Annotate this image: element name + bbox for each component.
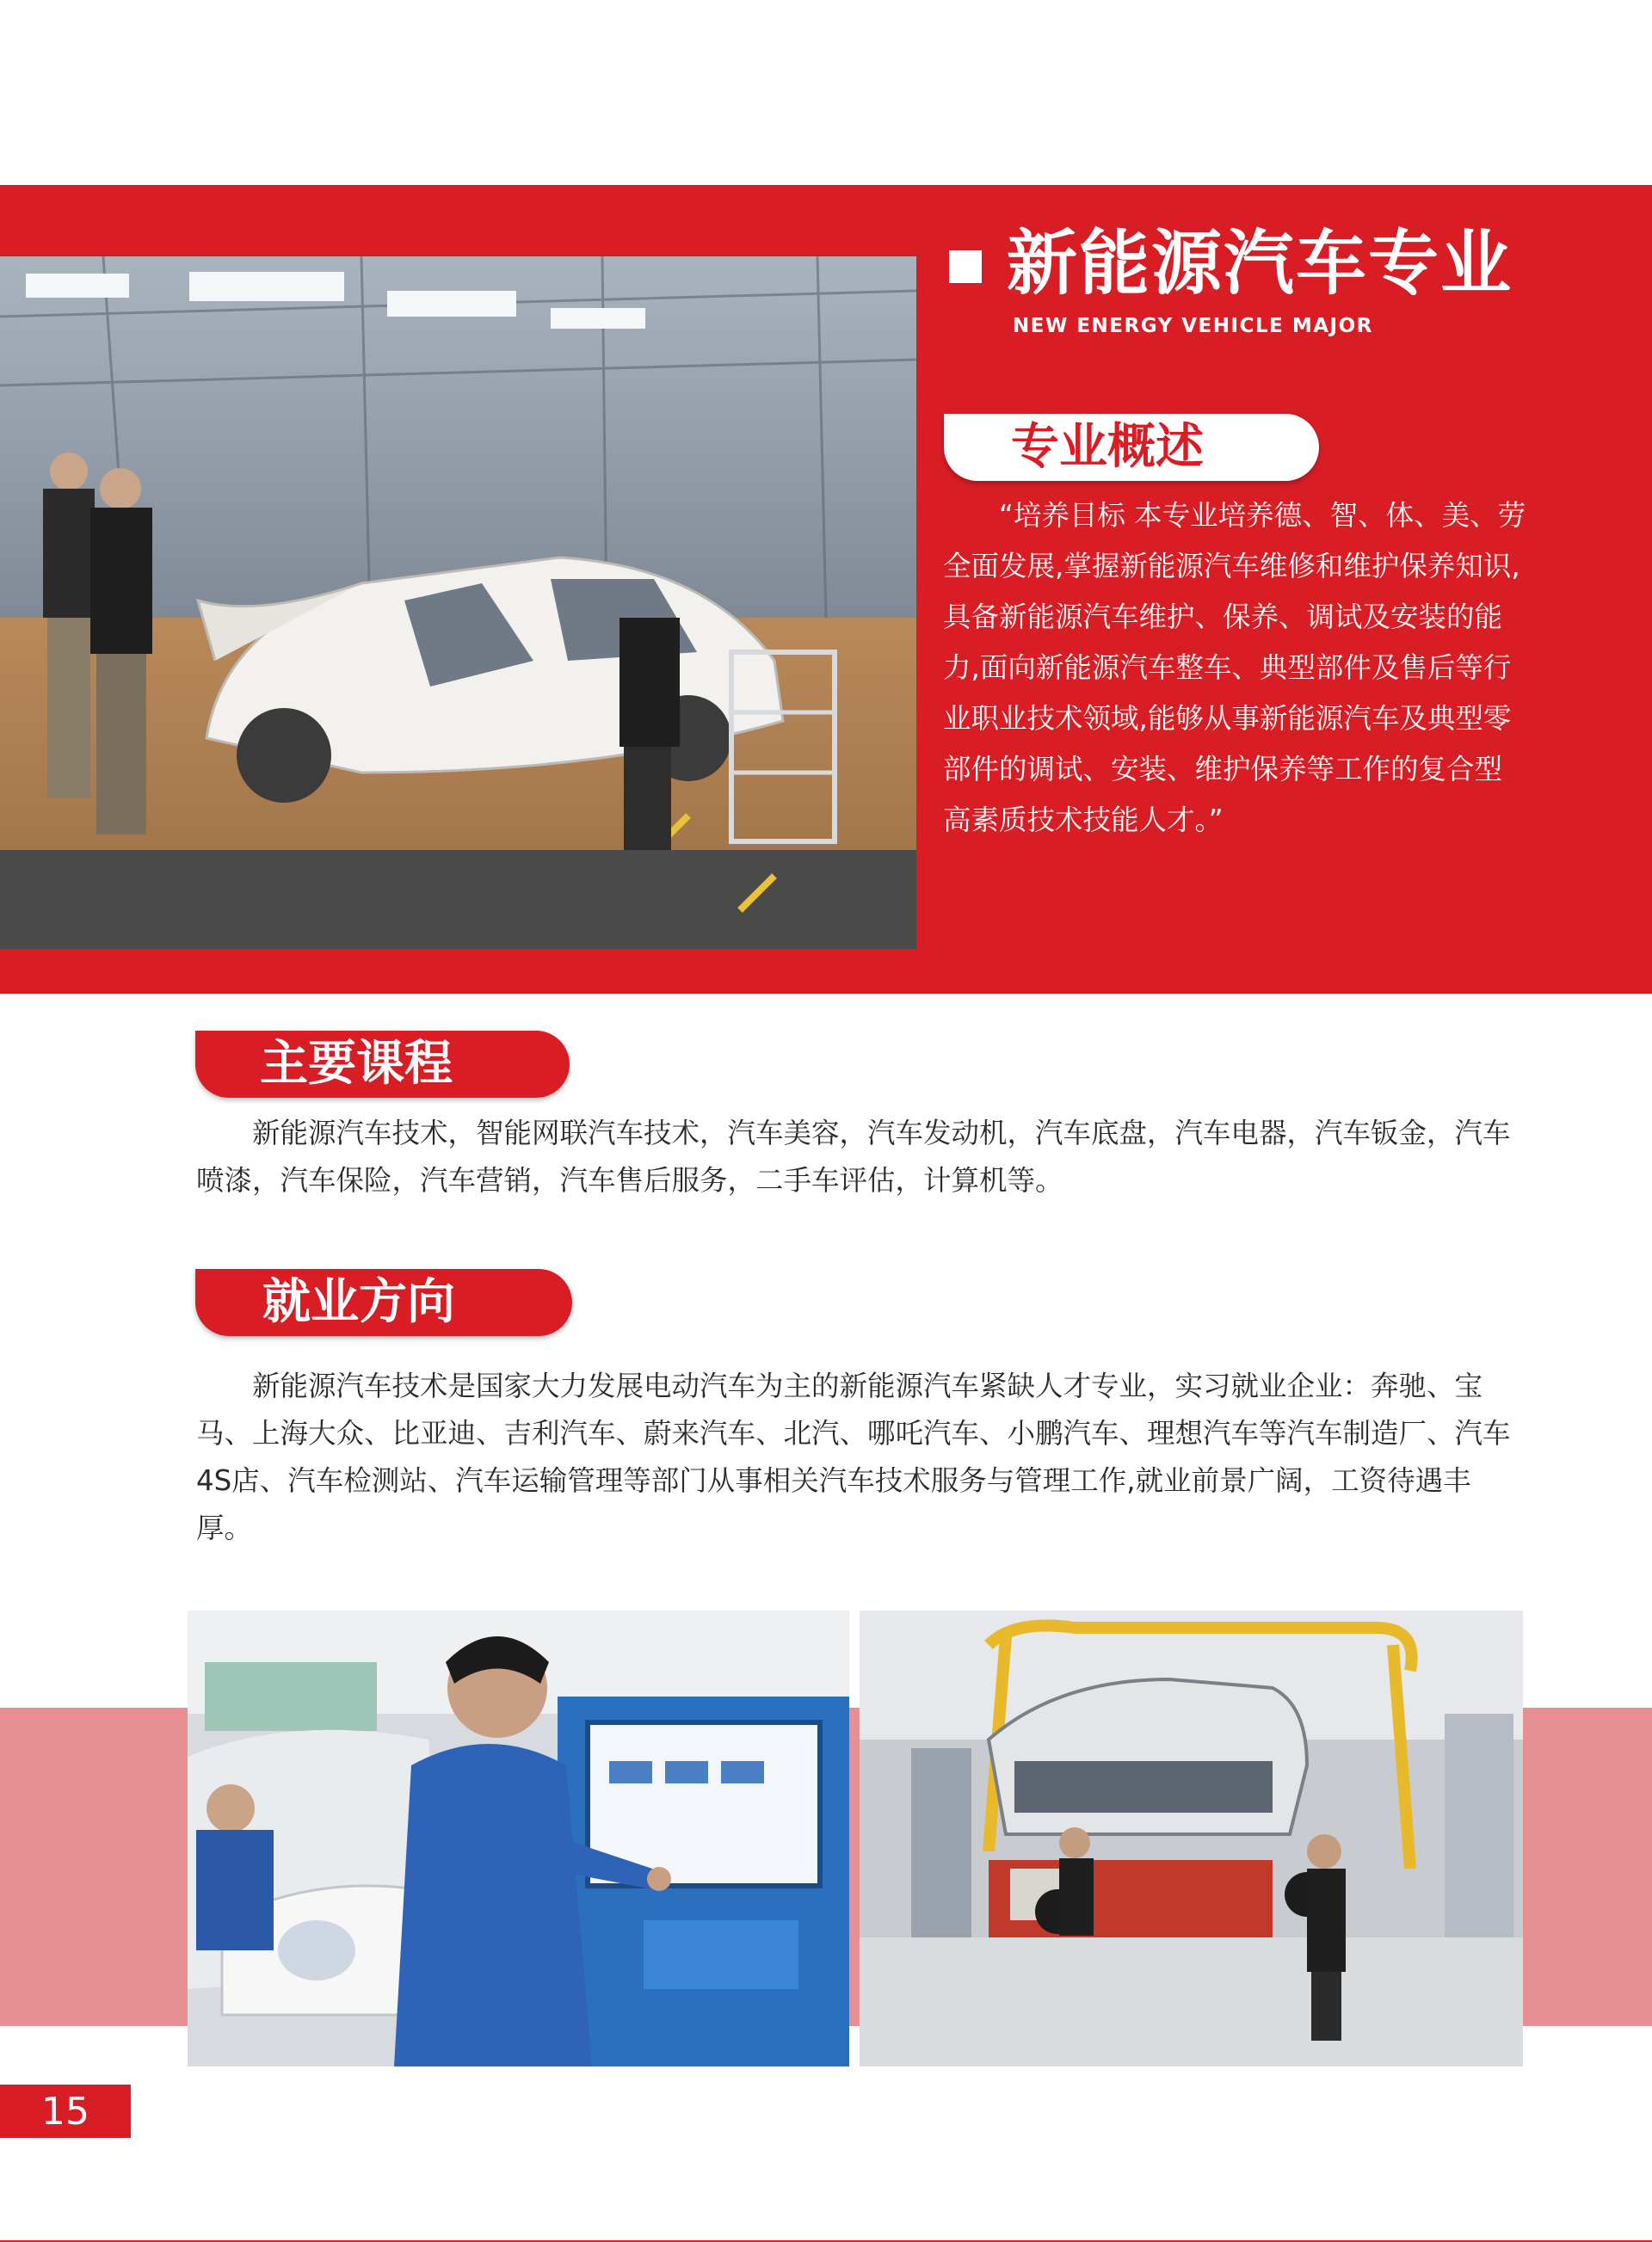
overview-text: “培养目标 本专业培养德、智、体、美、劳全面发展,掌握新能源汽车维修和维护保养知识,具备新能源汽车维护、保养、调试及安装的能力,面向新能源汽车整车、典型部件及售后等行业职业技术领域,能够从事新能源汽车及典型零部件的调试、安装、维护保养等工作的复合型高素质技术技能人才。” [943, 499, 1526, 836]
page-number: 15 [0, 2085, 131, 2138]
page-title: 新能源汽车专业 [1007, 223, 1513, 305]
courses-heading-pill [195, 1031, 570, 1098]
overview-heading-pill [944, 414, 1319, 481]
courses-text: 新能源汽车技术，智能网联汽车技术，汽车美容，汽车发动机，汽车底盘，汽车电器，汽车钣金，汽车喷漆，汽车保险，汽车营销，汽车售后服务，二手车评估，计算机等。 [196, 1117, 1511, 1197]
factory-assembly-photo [0, 256, 916, 949]
title-square-icon [949, 250, 982, 283]
assembly-line-photo [860, 1611, 1523, 2066]
student-training-photo [188, 1611, 849, 2066]
employment-heading-pill [195, 1269, 572, 1336]
assembly-line-illustration [860, 1611, 1523, 2066]
employment-heading: 就业方向 [262, 1274, 455, 1330]
student-training-illustration [188, 1611, 849, 2066]
employment-text: 新能源汽车技术是国家大力发展电动汽车为主的新能源汽车紧缺人才专业，实习就业企业：奔驰、宝马、上海大众、比亚迪、吉利汽车、蔚来汽车、北汽、哪吒汽车、小鹏汽车、理想汽车等汽车制造厂、汽车4S店、汽车检测站、汽车运输管理等部门从事相关汽车技术服务与管理工作,就业前景广阔，工资待遇丰厚。 [196, 1370, 1511, 1544]
factory-assembly-illustration [0, 256, 916, 949]
page-subtitle-en: NEW ENERGY VEHICLE MAJOR [1013, 315, 1373, 337]
overview-heading: 专业概述 [1011, 419, 1204, 475]
courses-heading: 主要课程 [260, 1036, 453, 1092]
